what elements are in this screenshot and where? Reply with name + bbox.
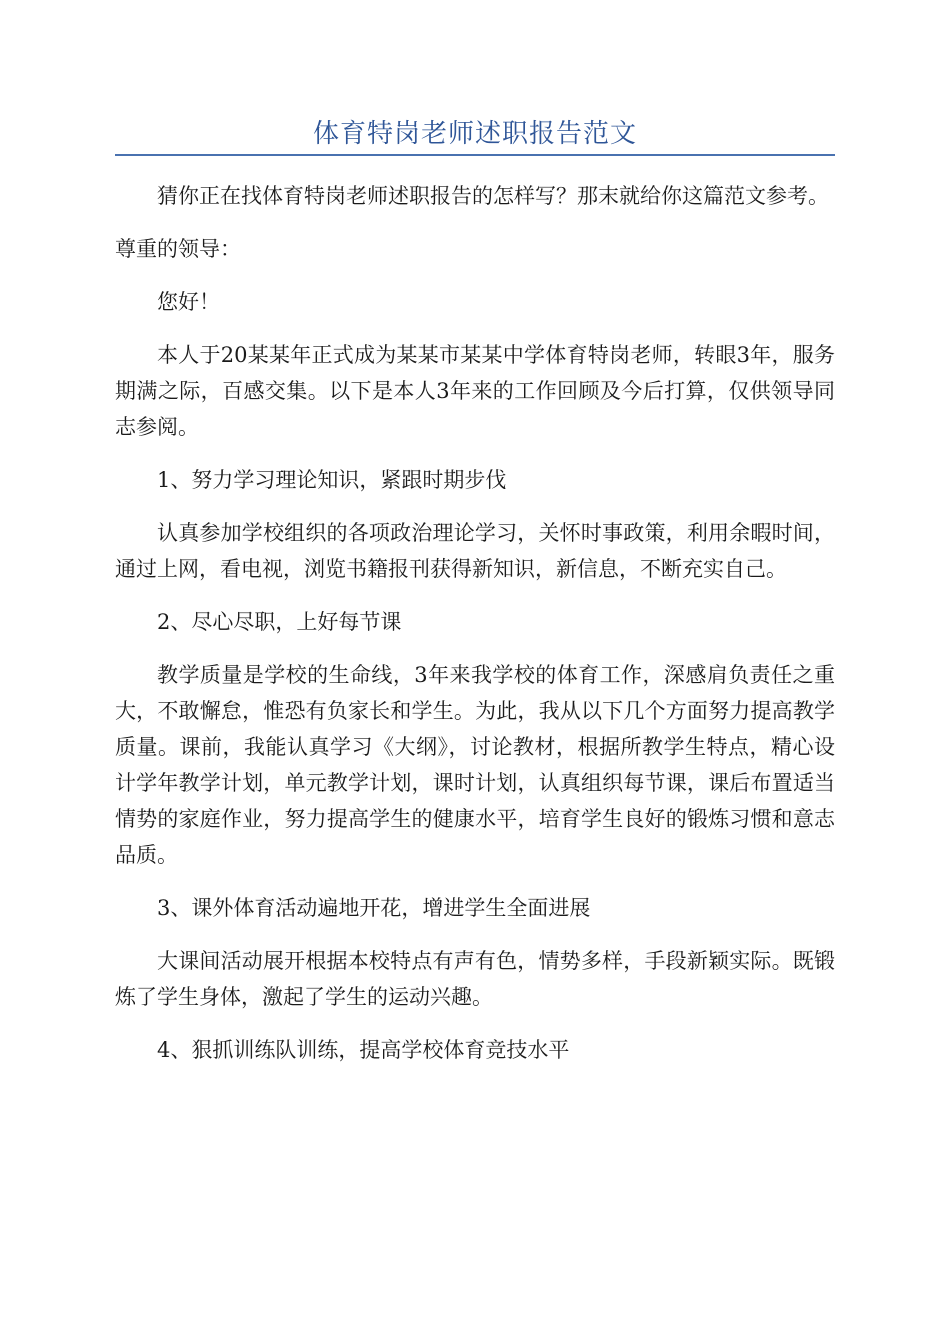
- document-title: 体育特岗老师述职报告范文: [312, 119, 637, 149]
- section-heading-2: 2、尽心尽职，上好每节课: [157, 610, 402, 634]
- title-underline: [115, 154, 835, 156]
- paragraph-salutation: 尊重的领导：: [115, 237, 241, 261]
- paragraph-greeting: 您好！: [157, 290, 220, 314]
- paragraph-section-1: 认真参加学校组织的各项政治理论学习，关怀时事政策，利用余暇时间，通过上网，看电视，浏览书籍报刊获得新知识，新信息，不断充实自己。: [115, 521, 835, 581]
- paragraph-intro: 猜你正在找体育特岗老师述职报告的怎样写？那末就给你这篇范文参考。: [157, 184, 829, 208]
- section-heading-1: 1、努力学习理论知识，紧跟时期步伐: [157, 468, 507, 492]
- section-heading-4: 4、狠抓训练队训练，提高学校体育竞技水平: [157, 1038, 570, 1062]
- paragraph-section-3: 大课间活动展开根据本校特点有声有色，情势多样，手段新颖实际。既锻炼了学生身体，激起了学生的运动兴趣。: [115, 949, 835, 1009]
- section-heading-3: 3、课外体育活动遍地开花，增进学生全面进展: [157, 896, 591, 920]
- document-body: [115, 178, 835, 1085]
- paragraph-opening: 本人于20某某年正式成为某某市某某中学体育特岗老师，转眼3年，服务期满之际，百感交集。以下是本人3年来的工作回顾及今后打算，仅供领导同志参阅。: [115, 343, 835, 439]
- paragraph-section-2: 教学质量是学校的生命线，3年来我学校的体育工作，深感肩负责任之重大，不敢懈怠，惟恐有负家长和学生。为此，我从以下几个方面努力提高教学质量。课前，我能认真学习《大纲》，讨论教材，根据所教学生特点，精心设计学年教学计划，单元教学计划，课时计划，认真组织每节课，课后布置适当情势的家庭作业，努力提高学生的健康水平，培育学生良好的锻炼习惯和意志品质。: [115, 663, 835, 867]
